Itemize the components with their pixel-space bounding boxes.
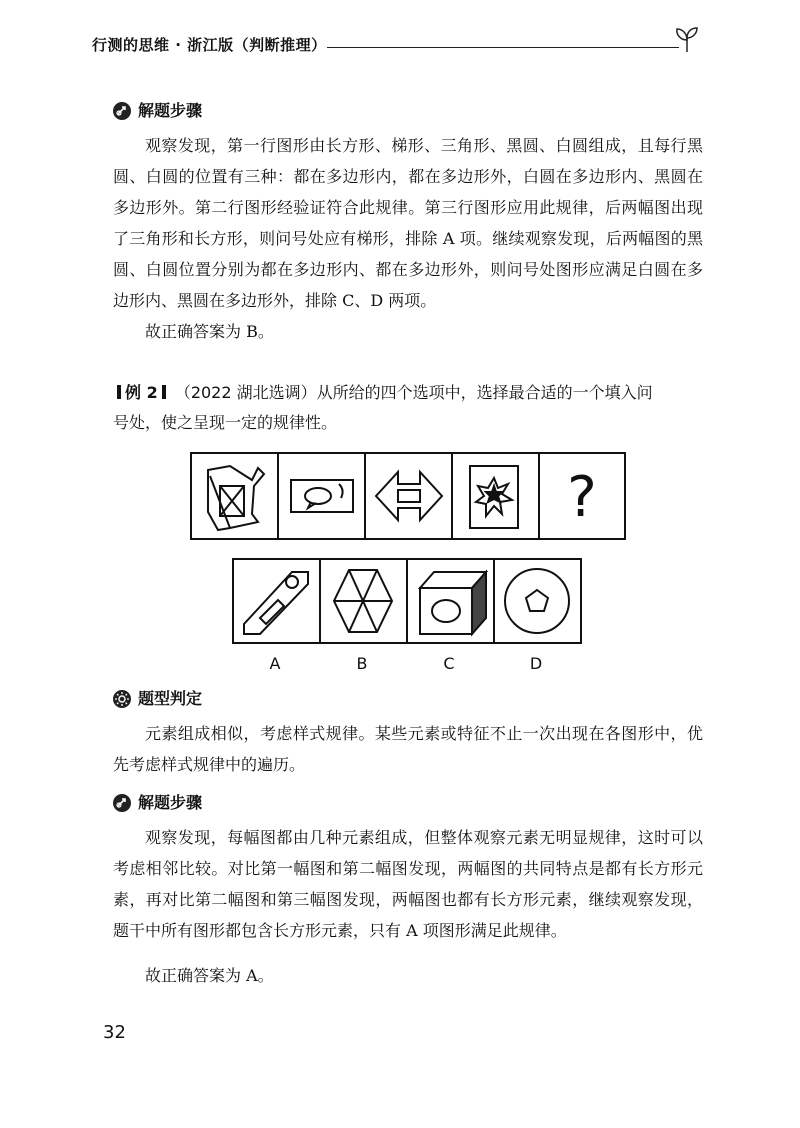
example-source: （2022 湖北选调） [174, 383, 317, 402]
book-title: 行测的思维 · 浙江版（判断推理） [92, 36, 327, 54]
sprout-icon [672, 24, 702, 54]
question-type-heading [138, 688, 202, 710]
solution-steps-icon [112, 101, 132, 121]
problem-figure-row [190, 452, 626, 540]
option-c-label[interactable]: C [443, 654, 455, 673]
option-a-label[interactable]: A [269, 654, 281, 673]
running-header [92, 30, 702, 58]
options-figure-row [232, 558, 582, 644]
solution-paragraph-2: 观察发现，每幅图都由几种元素组成，但整体观察元素无明显规律，这时可以考虑相邻比较。对比第一幅图和第二幅图发现，两幅图的共同特点是都有长方形元素，再对比第二幅图和第三幅图发现，两幅图也都有长方形元素，继续观察发现，题干中所有图形都包含长方形元素，只有 A 项图形满足此规律。 [113, 828, 703, 940]
option-b-label[interactable]: B [356, 654, 368, 673]
heading-text: 题型判定 [138, 689, 203, 708]
option-c-figure[interactable] [420, 572, 486, 634]
example-tag: 例 2 [113, 383, 170, 402]
question-line-2: 号处，使之呈现一定的规律性。 [113, 413, 338, 432]
question-type-paragraph: 元素组成相似，考虑样式规律。某些元素或特征不止一次出现在各图形中，优先考虑样式规律中的遍历。 [113, 724, 703, 774]
solution-steps-icon [112, 793, 132, 813]
option-d-label[interactable]: D [529, 654, 543, 673]
solution-paragraph-1: 观察发现，第一行图形由长方形、梯形、三角形、黑圆、白圆组成，且每行黑圆、白圆的位置有三种：都在多边形内，都在多边形外，白圆在多边形内、黑圆在多边形外。第二行图形经验证符合此规律。第三行图形应用此规律，后两幅图出现了三角形和长方形，则问号处应有梯形，排除 A 项。继续观察发现，后两幅图的黑圆、白圆位置分别为都在多边形内、都在多边形外，则问号处图形应满足白圆在多边形内、黑圆在多边形外，排除 C、D 两项。 [113, 136, 703, 310]
answer-1: 故正确答案为 B。 [145, 322, 274, 341]
heading-text: 解题步骤 [138, 101, 203, 120]
answer-2: 故正确答案为 A。 [145, 966, 274, 985]
heading-text: 解题步骤 [138, 793, 203, 812]
page-number: 32 [103, 1022, 126, 1043]
example-2-question [113, 378, 703, 438]
question-line-1: 从所给的四个选项中，选择最合适的一个填入问 [316, 383, 653, 402]
header-rule [327, 47, 679, 48]
sun-icon [112, 689, 132, 709]
question-mark: ? [567, 465, 597, 530]
solution-heading-1 [138, 100, 202, 122]
solution-heading-2 [138, 792, 202, 814]
